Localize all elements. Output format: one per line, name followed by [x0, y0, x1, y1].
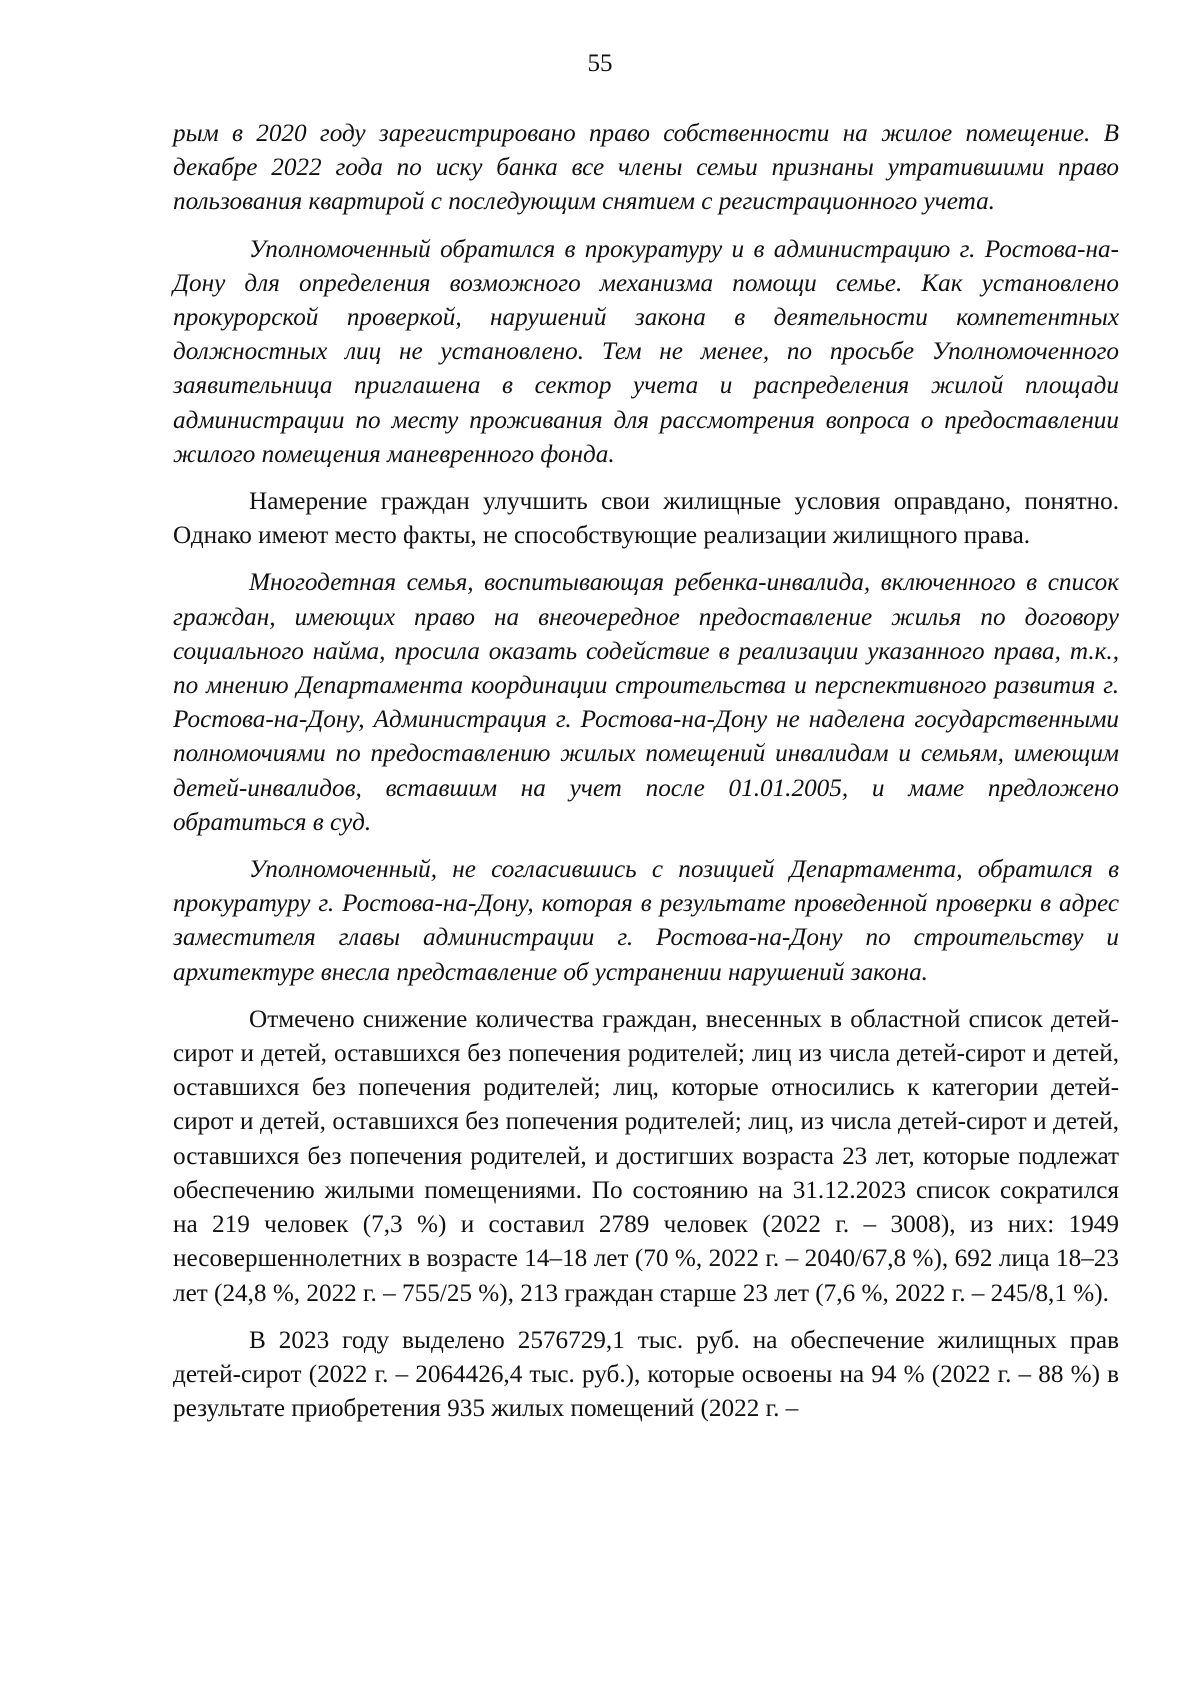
page-number: 55 — [587, 50, 613, 77]
paragraph-prosecutor-appeal: Уполномоченный, не согласившись с позицией Департамента, обратился в прокуратуру г. Ростова-на-Дону, которая в результате проведенной проверки в адрес заместителя главы администрации г. Ростова-на-Дону по строительству и архитектуре внесла представление об устранении нарушений закона. — [173, 856, 1119, 986]
paragraph-large-family-case: Многодетная семья, воспитывающая ребенка-инвалида, включенного в список граждан, имеющих право на внеочередное предоставление жилья по договору социального найма, просила оказать содействие в реализации указанного права, т.к., по мнению Департамента координации строительства и перспективного развития г. Ростова-на-Дону, Администрация г. Ростова-на-Дону не наделена государственными полномочиями по предоставлению жилых помещений инвалидам и семьям, имеющим детей-инвалидов, вставшим на учет после 01.01.2005, и маме предложено обратиться в суд. — [173, 569, 1119, 836]
paragraph-continued-case: рым в 2020 году зарегистрировано право собственности на жилое помещение. В декабре 2022 года по иску банка все члены семьи признаны утратившими право пользования квартирой с последующим снятием с регистрационного учета. — [173, 120, 1119, 216]
document-body — [173, 117, 1119, 1439]
paragraph-orphans-list: Отмечено снижение количества граждан, внесенных в областной список детей-сирот и детей, оставшихся без попечения родителей; лиц из числа детей-сирот и детей, оставшихся без попечения родителей; лиц, которые относились к категории детей-сирот и детей, оставшихся без попечения родителей; лиц, из числа детей-сирот и детей, оставшихся без попечения родителей, и достигших возраста 23 лет, которые подлежат обеспечению жилыми помещениями. По состоянию на 31.12.2023 список сократился на 219 человек (7,3 %) и составил 2789 человек (2022 г. – 3008), из них: 1949 несовершеннолетних в возрасте 14–18 лет (70 %, 2022 г. – 2040/67,8 %), 692 лица 18–23 лет (24,8 %, 2022 г. – 755/25 %), 213 граждан старше 23 лет (7,6 %, 2022 г. – 245/8,1 %). — [173, 1005, 1119, 1307]
paragraph-ombudsman-appeal: Уполномоченный обратился в прокуратуру и в администрацию г. Ростова-на-Дону для определения возможного механизма помощи семье. Как установлено прокурорской проверкой, нарушений закона в деятельности компетентных должностных лиц не установлено. Тем не менее, по просьбе Уполномоченного заявительница приглашена в сектор учета и распределения жилой площади администрации по месту проживания для рассмотрения вопроса о предоставлении жилого помещения маневренного фонда. — [173, 235, 1119, 468]
paragraph-housing-intentions: Намерение граждан улучшить свои жилищные условия оправдано, понятно. Однако имеют место факты, не способствующие реализации жилищного права. — [173, 488, 1119, 550]
paragraph-funding-2023: В 2023 году выделено 2576729,1 тыс. руб. на обеспечение жилищных прав детей-сирот (2022 г. – 2064426,4 тыс. руб.), которые освоены на 94 % (2022 г. – 88 %) в результате приобретения 935 жилых помещений (2022 г. – — [173, 1326, 1119, 1423]
